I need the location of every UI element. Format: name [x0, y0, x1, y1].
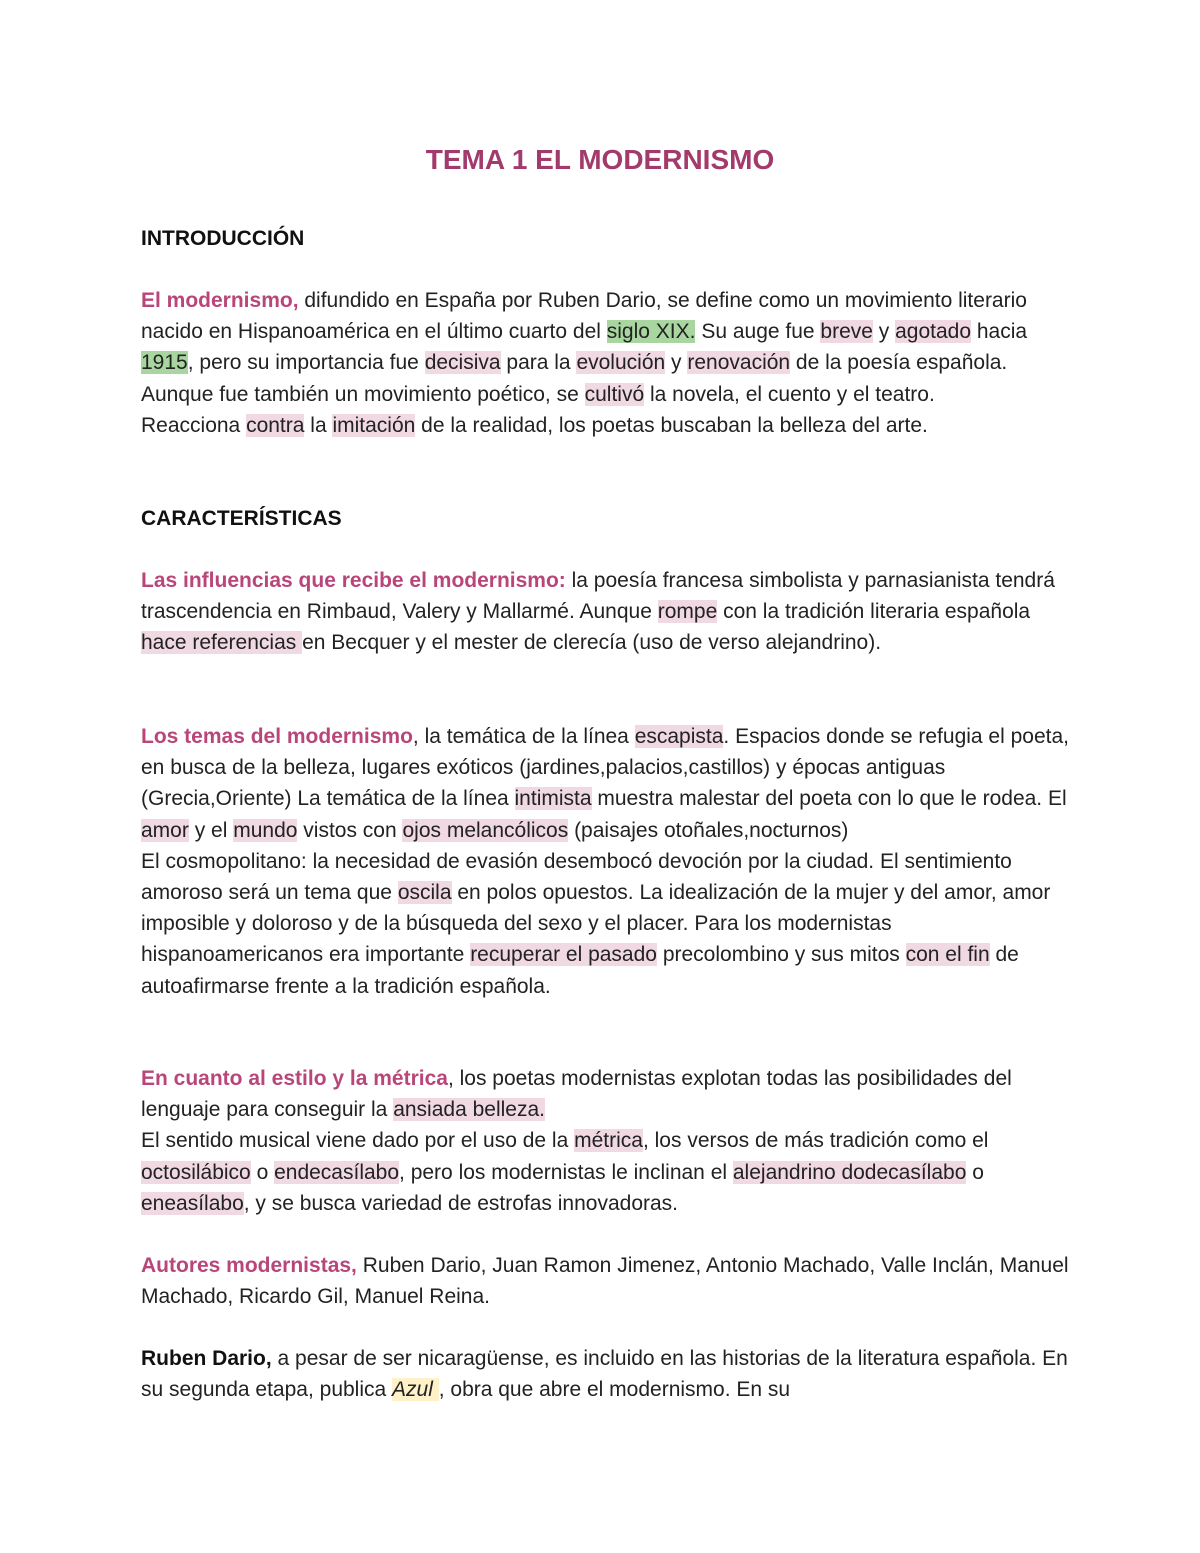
lead-influencias: Las influencias que recibe el modernismo: — [141, 569, 566, 592]
highlight-oscila: oscila — [397, 881, 452, 905]
highlight-cultivo: cultivó — [584, 382, 645, 406]
text: hacia — [971, 320, 1028, 344]
text: la novela, el cuento y el teatro. — [644, 382, 935, 406]
highlight-decisiva: decisiva — [424, 351, 501, 375]
highlight-renovacion: renovación — [687, 351, 791, 375]
paragraph-influencias — [141, 565, 1071, 659]
heading-introduccion: INTRODUCCIÓN — [141, 227, 305, 250]
text: a pesar de ser nicaragüense, es incluido en las historias de la literatura española. En su segunda etapa, publica — [141, 1347, 1068, 1402]
highlight-evolucion: evolución — [576, 351, 666, 375]
text: la — [304, 413, 333, 437]
text: , la temática de la línea — [412, 725, 635, 748]
text: , pero su importancia fue — [187, 351, 425, 375]
text: , obra que abre el modernismo. En su — [438, 1378, 791, 1402]
text: en polos opuestos. La idealización de la mujer y del amor, amor imposible y doloroso y de la búsqueda del sexo y el placer. Para los modernistas hispanoamericanos era importante — [141, 881, 1051, 967]
lead-estilo: En cuanto al estilo y la métrica — [141, 1067, 448, 1090]
highlight-intimista: intimista — [514, 787, 592, 811]
text: con la tradición literaria española — [717, 600, 1031, 624]
text: , los versos de más tradición como el — [642, 1129, 989, 1153]
document-title: TEMA 1 EL MODERNISMO — [425, 144, 775, 175]
highlight-rompe: rompe — [657, 600, 718, 624]
lead-temas: Los temas del modernismo — [141, 725, 413, 748]
highlight-ojos-melancolicos: ojos melancólicos — [402, 818, 569, 842]
text: , los poetas modernistas explotan todas las posibilidades del lenguaje para conseguir la — [141, 1067, 1012, 1122]
text: Reacciona — [141, 413, 247, 437]
highlight-ansiada-belleza: ansiada belleza. — [393, 1098, 545, 1122]
highlight-endecasilabo: endecasílabo — [274, 1160, 400, 1184]
heading-caracteristicas: CARACTERÍSTICAS — [141, 507, 342, 530]
text: de la realidad, los poetas buscaban la belleza del arte. — [415, 413, 928, 437]
highlight-hace-referencias: hace referencias — [141, 631, 303, 655]
text: . Espacios donde se refugia el poeta, en busca de la belleza, lugares exóticos (jardines,palacios,castillos) y épocas antiguas (Grecia,Oriente) La temática de la línea — [141, 725, 1069, 811]
highlight-1915: 1915 — [141, 351, 188, 375]
lead-ruben-dario: Ruben Dario, — [141, 1347, 272, 1370]
lead-autores: Autores modernistas, — [141, 1254, 357, 1277]
text: Su auge fue — [695, 320, 821, 344]
text: , pero los modernistas le inclinan el — [399, 1160, 733, 1184]
text: El sentido musical viene dado por el uso de la — [141, 1129, 575, 1153]
text: para la — [500, 351, 577, 375]
highlight-mundo: mundo — [233, 818, 298, 842]
text: la poesía francesa simbolista y parnasianista tendrá trascendencia en Rimbaud, Valery y Mallarmé. Aunque — [141, 569, 1055, 624]
highlight-imitacion: imitación — [332, 413, 416, 437]
highlight-con-el-fin: con el fin — [905, 943, 990, 967]
text: (paisajes otoñales,nocturnos) — [568, 818, 849, 842]
highlight-agotado: agotado — [895, 320, 972, 344]
text: muestra malestar del poeta con lo que le rodea. El — [591, 787, 1067, 811]
highlight-escapista: escapista — [634, 725, 724, 748]
highlight-contra: contra — [246, 413, 305, 437]
text: y el — [188, 818, 234, 842]
text: difundido en España por Ruben Dario, se define como un movimiento literario nacido en Hispanoamérica en el último cuarto del — [141, 289, 1027, 344]
highlight-metrica: métrica — [574, 1129, 643, 1153]
paragraph-autores — [141, 1250, 1071, 1312]
text: El cosmopolitano: la necesidad de evasión desembocó devoción por la ciudad. El sentimiento amoroso será un tema que — [141, 849, 1012, 905]
highlight-recuperar-el-pasado: recuperar el pasado — [470, 943, 657, 967]
text: precolombino y sus mitos — [656, 943, 906, 967]
paragraph-introduccion — [141, 285, 1071, 441]
highlight-amor: amor — [141, 818, 189, 842]
paragraph-ruben-dario — [141, 1343, 1071, 1405]
highlight-octosilabico: octosilábico — [141, 1160, 251, 1184]
highlight-siglo-xix: siglo XIX. — [606, 320, 696, 344]
text: o — [966, 1160, 984, 1184]
text: , y se busca variedad de estrofas innovadoras. — [243, 1191, 679, 1215]
text: vistos con — [297, 818, 403, 842]
lead-el-modernismo: El modernismo, — [141, 289, 299, 312]
text: y — [872, 320, 896, 344]
highlight-azul: Azul — [392, 1378, 439, 1402]
highlight-alejandrino-dodecasilabo: alejandrino dodecasílabo — [732, 1160, 967, 1184]
paragraph-estilo — [141, 1063, 1071, 1219]
text: y — [665, 351, 688, 375]
text: en Becquer y el mester de clerecía (uso de verso alejandrino). — [302, 631, 882, 655]
text: de autoafirmarse frente a la tradición española. — [141, 943, 1019, 998]
paragraph-temas — [141, 721, 1071, 1002]
text: o — [250, 1160, 275, 1184]
highlight-eneasilabo: eneasílabo — [141, 1191, 244, 1215]
text: Ruben Dario, Juan Ramon Jimenez, Antonio Machado, Valle Inclán, Manuel Machado, Ricardo Gil, Manuel Reina. — [141, 1254, 1069, 1309]
text: de la poesía española. Aunque fue también un movimiento poético, se — [141, 351, 1008, 406]
highlight-breve: breve — [820, 320, 873, 344]
